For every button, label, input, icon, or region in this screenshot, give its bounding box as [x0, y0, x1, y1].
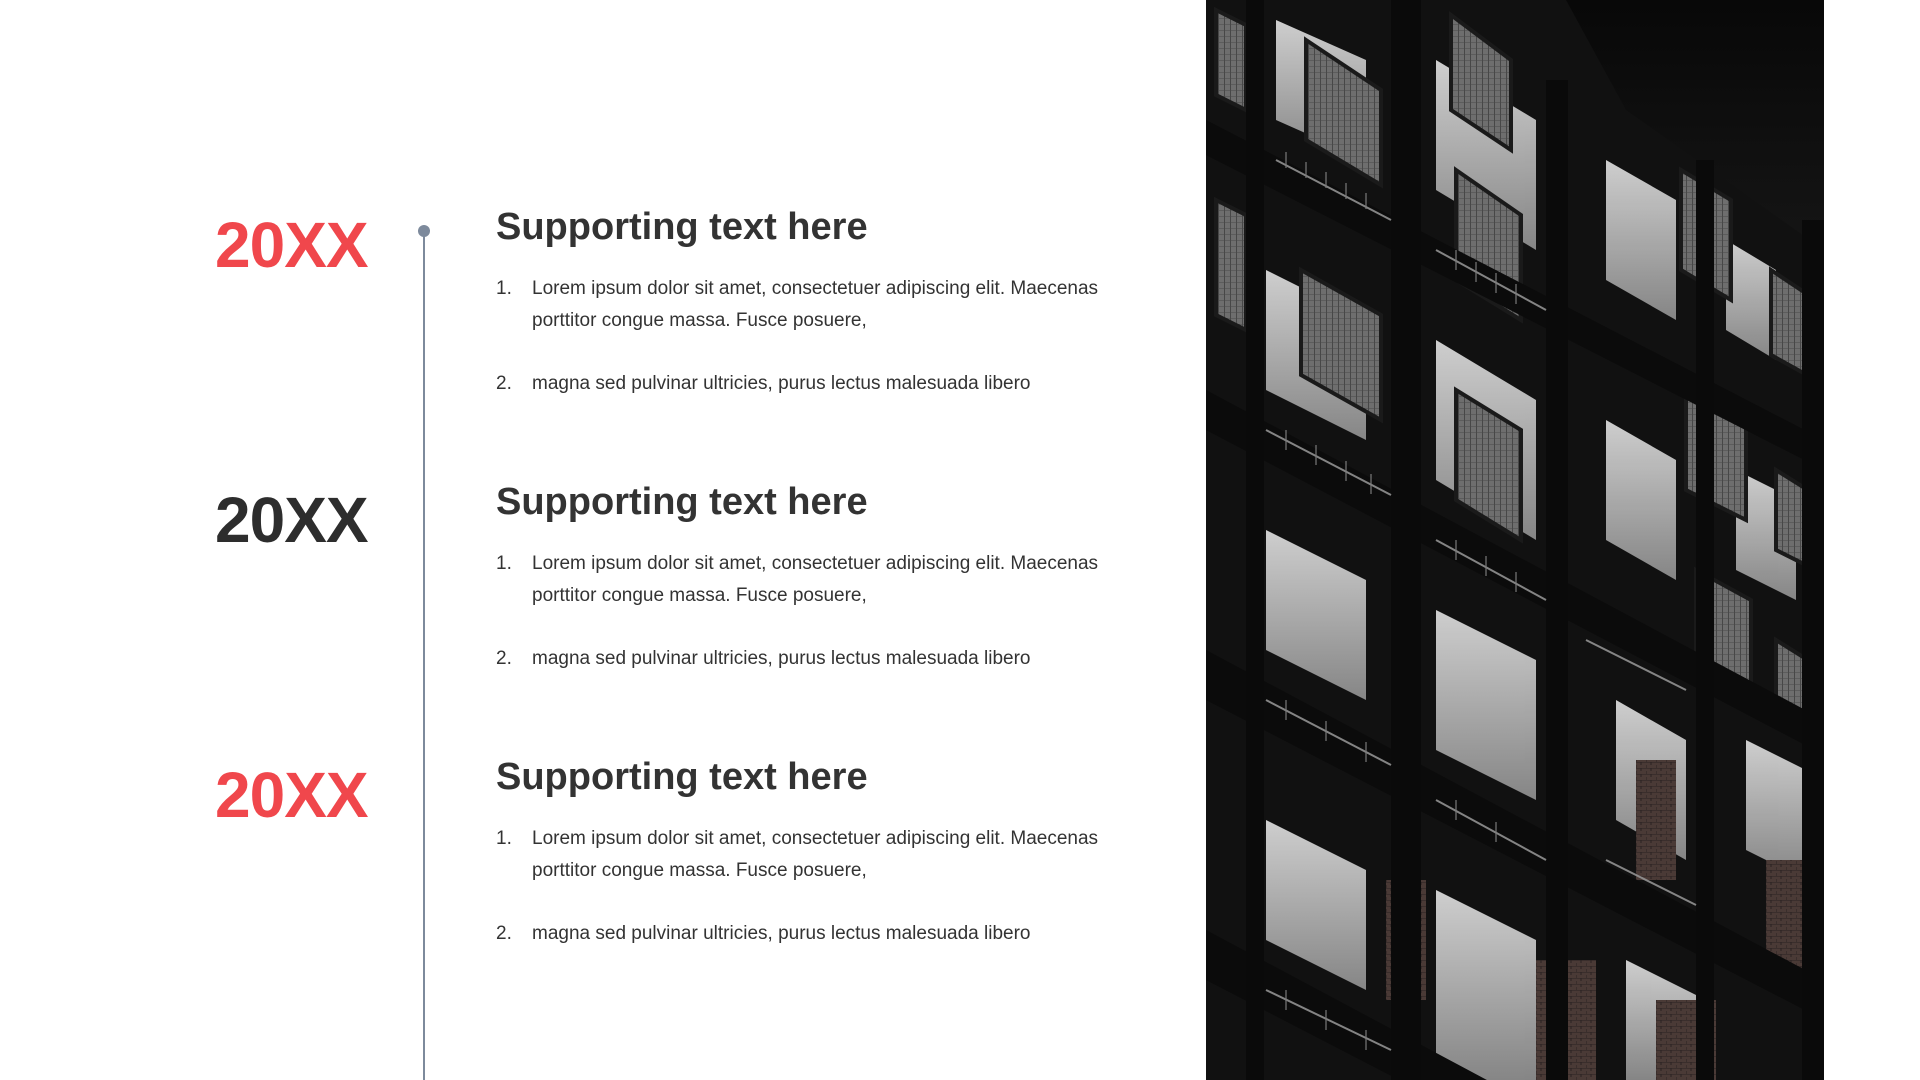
list-text: magna sed pulvinar ultricies, purus lectus malesuada libero [532, 373, 1031, 394]
entry-title: Supporting text here [496, 756, 868, 798]
building-photo-icon [1206, 0, 1824, 1080]
list-item [496, 643, 1156, 675]
year-label-2: 20XX [215, 484, 368, 556]
list-text: Lorem ipsum dolor sit amet, consectetuer adipiscing elit. Maecenas porttitor congue massa. Fusce posuere, [532, 278, 1099, 331]
building-photo [1206, 0, 1824, 1080]
list-item [496, 548, 1156, 612]
timeline-entry-2 [496, 480, 1156, 706]
list-number: 2. [496, 923, 512, 944]
year-label-3: 20XX [215, 759, 368, 831]
timeline-entry-3 [496, 755, 1156, 981]
year-label-1: 20XX [215, 209, 368, 281]
list-item [496, 918, 1156, 950]
timeline-dot [418, 225, 430, 237]
timeline-line [423, 230, 425, 1080]
list-text: magna sed pulvinar ultricies, purus lectus malesuada libero [532, 648, 1031, 669]
entry-list [496, 823, 1156, 950]
timeline-entry-1 [496, 205, 1156, 431]
list-text: Lorem ipsum dolor sit amet, consectetuer adipiscing elit. Maecenas porttitor congue massa. Fusce posuere, [532, 553, 1099, 606]
entry-list [496, 273, 1156, 400]
entry-title: Supporting text here [496, 481, 868, 523]
entry-title: Supporting text here [496, 206, 868, 248]
list-item [496, 823, 1156, 887]
list-number: 2. [496, 373, 512, 394]
list-number: 1. [496, 278, 512, 299]
list-number: 2. [496, 648, 512, 669]
list-item [496, 368, 1156, 400]
list-number: 1. [496, 553, 512, 574]
list-text: magna sed pulvinar ultricies, purus lectus malesuada libero [532, 923, 1031, 944]
list-item [496, 273, 1156, 337]
list-text: Lorem ipsum dolor sit amet, consectetuer adipiscing elit. Maecenas porttitor congue massa. Fusce posuere, [532, 828, 1099, 881]
entry-list [496, 548, 1156, 675]
list-number: 1. [496, 828, 512, 849]
